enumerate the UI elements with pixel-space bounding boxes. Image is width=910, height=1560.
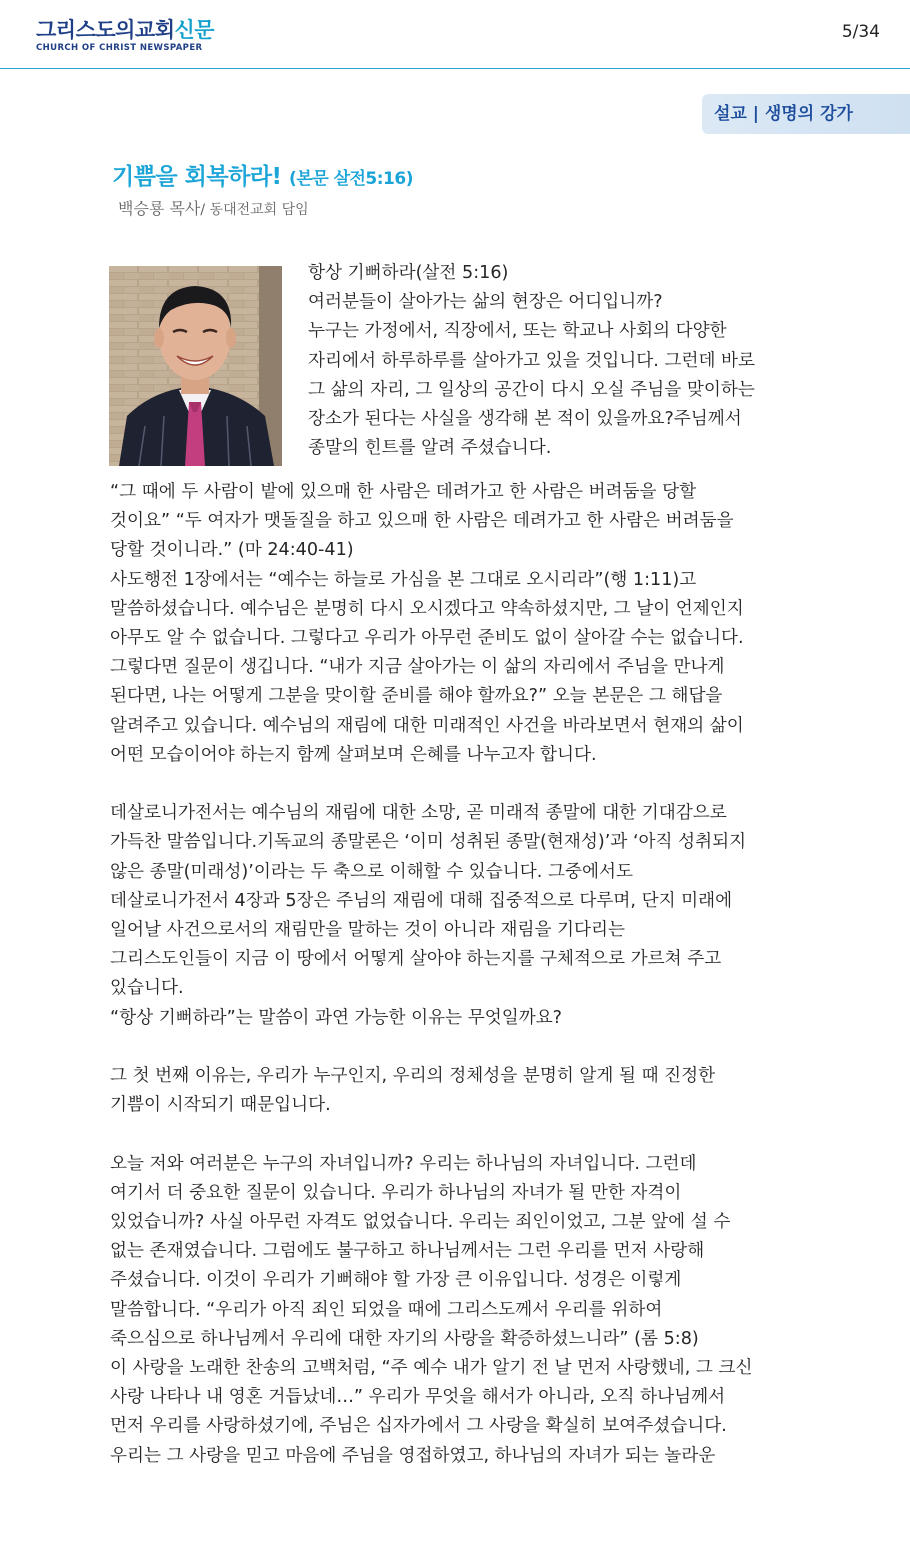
body-line: 일어날 사건으로서의 재림만을 말하는 것이 아니라 재림을 기다리는: [110, 920, 626, 941]
article-body: [110, 478, 752, 1471]
body-line: 아무도 알 수 없습니다. 그렇다고 우리가 아무런 준비도 없이 살아갈 수는 없습니다.: [110, 628, 744, 649]
body-line: 있었습니까? 사실 아무런 자격도 없었습니다. 우리는 죄인이었고, 그분 앞에 설 수: [110, 1212, 731, 1233]
body-line: 그리스도인들이 지금 이 땅에서 어떻게 살아야 하는지를 구체적으로 가르쳐 주고: [110, 949, 722, 970]
body-line: 우리는 그 사랑을 믿고 마음에 주님을 영접하였고, 하나님의 자녀가 되는 놀라운: [110, 1445, 716, 1466]
body-line: “항상 기뻐하라”는 말씀이 과연 가능한 이유는 무엇일까요?: [110, 1007, 563, 1028]
byline: [118, 196, 309, 219]
article-title-text: 기쁨을 회복하라!: [112, 164, 282, 190]
paragraph-break: [110, 1120, 752, 1149]
intro-paragraph: [308, 259, 755, 463]
author-affiliation: / 동대전교회 담임: [200, 202, 309, 218]
body-line: 데살로니가전서는 예수님의 재림에 대한 소망, 곧 미래적 종말에 대한 기대감으로: [110, 803, 727, 824]
intro-line: 그 삶의 자리, 그 일상의 공간이 다시 오실 주님을 맞이하는: [308, 379, 755, 400]
intro-line: 장소가 된다는 사실을 생각해 본 적이 있을까요?주님께서: [308, 409, 742, 430]
pastor-portrait-icon: [109, 266, 282, 466]
body-line: 된다면, 나는 어떻게 그분을 맞이할 준비를 해야 할까요?” 오늘 본문은 그 해답을: [110, 686, 723, 707]
body-line: 그 첫 번째 이유는, 우리가 누구인지, 우리의 정체성을 분명히 알게 될 때 진정한: [110, 1066, 716, 1087]
intro-line: 항상 기뻐하라(살전 5:16): [308, 263, 509, 283]
newspaper-subtitle: CHURCH OF CHRIST NEWSPAPER: [36, 43, 203, 53]
body-line: 알려주고 있습니다. 예수님의 재림에 대한 미래적인 사건을 바라보면서 현재의 삶이: [110, 715, 744, 736]
body-line: 사도행전 1장에서는 “예수는 하늘로 가심을 본 그대로 오시리라”(행 1:11)고: [110, 569, 697, 590]
paragraph-break: [110, 1033, 752, 1062]
header-divider: [0, 68, 910, 69]
body-line: “그 때에 두 사람이 밭에 있으매 한 사람은 데려가고 한 사람은 버려둠을 당할: [110, 482, 697, 502]
intro-line: 누구는 가정에서, 직장에서, 또는 학교나 사회의 다양한: [308, 321, 727, 342]
body-line: 있습니다.: [110, 978, 184, 999]
body-line: 가득찬 말씀입니다.기독교의 종말론은 ‘이미 성취된 종말(현재성)’과 ‘아직 성취되지: [110, 832, 747, 853]
page-number: 5/34: [841, 22, 880, 42]
paragraph-break: [110, 770, 752, 799]
intro-line: 자리에서 하루하루를 살아가고 있을 것입니다. 그런데 바로: [308, 350, 756, 371]
body-line: 그렇다면 질문이 생깁니다. “내가 지금 살아가는 이 삶의 자리에서 주님을 만나게: [110, 657, 725, 678]
article-title: [112, 158, 413, 191]
body-line: 여기서 더 중요한 질문이 있습니다. 우리가 하나님의 자녀가 될 만한 자격이: [110, 1182, 682, 1203]
section-tag: 설교 | 생명의 강가: [702, 94, 910, 134]
body-line: 이 사랑을 노래한 찬송의 고백처럼, “주 예수 내가 알기 전 날 먼저 사랑했네, 그 크신: [110, 1358, 753, 1379]
scripture-reference: (본문 살전5:16): [289, 169, 413, 189]
newspaper-title-main: 그리스도의교회: [36, 18, 175, 42]
body-line: 사랑 나타나 내 영혼 거듭났네…” 우리가 무엇을 해서가 아니라, 오직 하나님께서: [110, 1387, 726, 1408]
newspaper-logo[interactable]: [36, 18, 214, 54]
body-line: 주셨습니다. 이것이 우리가 기뻐해야 할 가장 큰 이유입니다. 성경은 이렇게: [110, 1270, 682, 1291]
body-line: 기쁨이 시작되기 때문입니다.: [110, 1095, 331, 1116]
body-line: 말씀합니다. “우리가 아직 죄인 되었을 때에 그리스도께서 우리를 위하여: [110, 1299, 663, 1320]
body-line: 어떤 모습이어야 하는지 함께 살펴보며 은혜를 나누고자 합니다.: [110, 744, 597, 765]
body-line: 없는 존재였습니다. 그럼에도 불구하고 하나님께서는 그런 우리를 먼저 사랑해: [110, 1241, 705, 1262]
body-line: 당할 것이니라.” (마 24:40-41): [110, 540, 354, 561]
body-line: 것이요” “두 여자가 맷돌질을 하고 있으매 한 사람은 데려가고 한 사람은 버려둠을: [110, 511, 734, 532]
body-line: 먼저 우리를 사랑하셨기에, 주님은 십자가에서 그 사랑을 확실히 보여주셨습니다.: [110, 1416, 727, 1437]
author-photo: [109, 266, 282, 466]
body-line: 죽으심으로 하나님께서 우리에 대한 자기의 사랑을 확증하셨느니라” (롬 5:8): [110, 1328, 699, 1349]
body-line: 말씀하셨습니다. 예수님은 분명히 다시 오시겠다고 약속하셨지만, 그 날이 언제인지: [110, 598, 744, 619]
author-name: 백승룡 목사: [118, 199, 201, 218]
body-line: 않은 종말(미래성)’이라는 두 축으로 이해할 수 있습니다. 그중에서도: [110, 861, 633, 882]
newspaper-title-accent: 신문: [174, 18, 215, 42]
newspaper-title: [36, 18, 214, 42]
body-line: 오늘 저와 여러분은 누구의 자녀입니까? 우리는 하나님의 자녀입니다. 그런데: [110, 1153, 697, 1174]
body-line: 데살로니가전서 4장과 5장은 주님의 재림에 대해 집중적으로 다루며, 단지 미래에: [110, 890, 733, 911]
intro-line: 여러분들이 살아가는 삶의 현장은 어디입니까?: [308, 292, 663, 313]
intro-line: 종말의 힌트를 알려 주셨습니다.: [308, 438, 552, 459]
